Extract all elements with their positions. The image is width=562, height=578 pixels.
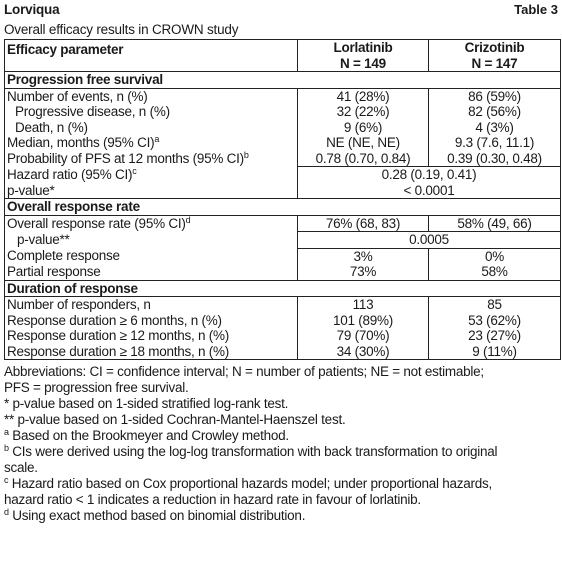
arm1-n: N = 149: [340, 55, 386, 71]
cell-crizotinib: 9 (11%): [429, 344, 561, 360]
footnote-d: [4, 508, 560, 524]
row-label: Number of responders, n: [5, 297, 298, 313]
footnote-mark: a: [154, 134, 160, 144]
cell-crizotinib: 58% (49, 66): [429, 215, 561, 232]
footnote-mark: b: [243, 149, 249, 160]
title-bar: [4, 0, 560, 20]
cell-lorlatinib: 9 (6%): [298, 120, 429, 136]
row-label: Partial response: [5, 264, 298, 280]
table-row: [5, 135, 561, 151]
cell-combined: < 0.0001: [298, 183, 561, 199]
arm1-name: Lorlatinib: [333, 40, 393, 55]
table-row: [5, 88, 561, 104]
section-pfs: Progression free survival: [5, 72, 561, 89]
efficacy-table: [4, 39, 561, 360]
table-row: [5, 313, 561, 329]
footnote-mark: b: [4, 443, 9, 453]
row-label: [5, 167, 298, 183]
row-label: p-value**: [5, 232, 298, 249]
row-label: [5, 215, 298, 232]
column-header-lorlatinib: [298, 40, 429, 72]
footnote-text: Hazard ratio based on Cox proportional hazards model; under proportional hazards,: [8, 476, 493, 491]
cell-lorlatinib: 41 (28%): [298, 88, 429, 104]
column-header-crizotinib: [429, 40, 561, 72]
table-row: [5, 344, 561, 360]
table-row: [5, 183, 561, 199]
cell-crizotinib: 82 (56%): [429, 104, 561, 120]
cell-lorlatinib: 76% (68, 83): [298, 215, 429, 232]
table-row: [5, 120, 561, 136]
footnote-text: CIs were derived using the log-log transformation with back transformation to original: [8, 444, 498, 459]
cell-lorlatinib: NE (NE, NE): [298, 135, 429, 151]
cell-crizotinib: 53 (62%): [429, 313, 561, 329]
footnote-double-star: ** p-value based on 1-sided Cochran-Mantel-Haenszel test.: [4, 412, 346, 427]
cell-lorlatinib: 79 (70%): [298, 328, 429, 344]
cell-lorlatinib: 3%: [298, 248, 429, 264]
cell-crizotinib: 0%: [429, 248, 561, 264]
footnote-b-cont: scale.: [4, 460, 38, 475]
table-row: [5, 297, 561, 313]
table-row: [5, 215, 561, 232]
table-row: [5, 264, 561, 280]
section-orr: Overall response rate: [5, 199, 561, 216]
document: [4, 0, 560, 524]
row-label: p-value*: [5, 183, 298, 199]
footnote-abbreviations-cont: PFS = progression free survival.: [4, 380, 189, 395]
section-dor: Duration of response: [5, 280, 561, 297]
footnote-mark: a: [4, 427, 9, 437]
cell-lorlatinib: 101 (89%): [298, 313, 429, 329]
row-label-text: Median, months (95% CI): [7, 135, 155, 150]
product-name: Lorviqua: [4, 2, 60, 17]
footnote-text: Based on the Brookmeyer and Crowley method.: [8, 428, 289, 443]
footnote-mark: c: [132, 165, 137, 176]
cell-crizotinib: 4 (3%): [429, 120, 561, 136]
footnote-mark: d: [4, 507, 9, 517]
table-row: [5, 232, 561, 249]
table-row: [5, 248, 561, 264]
row-label: [5, 151, 298, 167]
cell-crizotinib: 23 (27%): [429, 328, 561, 344]
footnote-abbreviations: Abbreviations: CI = confidence interval; N = number of patients; NE = not estimable;: [4, 364, 484, 379]
table-row: [5, 104, 561, 120]
table-row: [5, 328, 561, 344]
row-label: Number of events, n (%): [5, 88, 298, 104]
cell-combined: 0.0005: [298, 232, 561, 249]
row-label-text: Hazard ratio (95% CI): [7, 166, 133, 182]
table-caption: Overall efficacy results in CROWN study: [4, 22, 239, 37]
header-row: [5, 40, 561, 72]
row-label: [5, 135, 298, 151]
footnotes: [4, 360, 560, 524]
footnote-a: [4, 428, 560, 444]
cell-crizotinib: 0.39 (0.30, 0.48): [429, 151, 561, 167]
section-row: [5, 280, 561, 297]
cell-crizotinib: 58%: [429, 264, 561, 280]
section-row: [5, 72, 561, 89]
row-label: Complete response: [5, 248, 298, 264]
row-label-text: Overall response rate (95% CI): [7, 215, 186, 231]
table-row: [5, 167, 561, 183]
row-label: Response duration ≥ 18 months, n (%): [5, 344, 298, 360]
arm2-n: N = 147: [471, 55, 518, 71]
table-number: Table 3: [514, 2, 558, 17]
cell-crizotinib: 86 (59%): [429, 88, 561, 104]
cell-lorlatinib: 73%: [298, 264, 429, 280]
cell-lorlatinib: 32 (22%): [298, 104, 429, 120]
row-label: Response duration ≥ 12 months, n (%): [5, 328, 298, 344]
footnote-text: Using exact method based on binomial distribution.: [8, 508, 306, 523]
footnote-c: [4, 476, 560, 492]
footnote-mark: d: [185, 214, 191, 225]
cell-combined: 0.28 (0.19, 0.41): [298, 167, 561, 183]
row-label-text: Probability of PFS at 12 months (95% CI): [7, 150, 244, 166]
arm2-name: Crizotinib: [464, 40, 525, 55]
footnote-b: [4, 444, 560, 460]
footnote-star: * p-value based on 1-sided stratified log-rank test.: [4, 396, 289, 411]
cell-lorlatinib: 113: [298, 297, 429, 313]
column-header-parameter: Efficacy parameter: [5, 40, 298, 72]
footnote-c-cont: hazard ratio < 1 indicates a reduction in hazard rate in favour of lorlatinib.: [4, 492, 421, 507]
cell-lorlatinib: 0.78 (0.70, 0.84): [298, 151, 429, 167]
row-label: Death, n (%): [5, 120, 298, 136]
cell-crizotinib: 85: [429, 297, 561, 313]
cell-lorlatinib: 34 (30%): [298, 344, 429, 360]
row-label: Response duration ≥ 6 months, n (%): [5, 313, 298, 329]
row-label: Progressive disease, n (%): [5, 104, 298, 120]
section-row: [5, 199, 561, 216]
footnote-mark: c: [4, 475, 9, 485]
table-row: [5, 151, 561, 167]
cell-crizotinib: 9.3 (7.6, 11.1): [429, 135, 561, 151]
